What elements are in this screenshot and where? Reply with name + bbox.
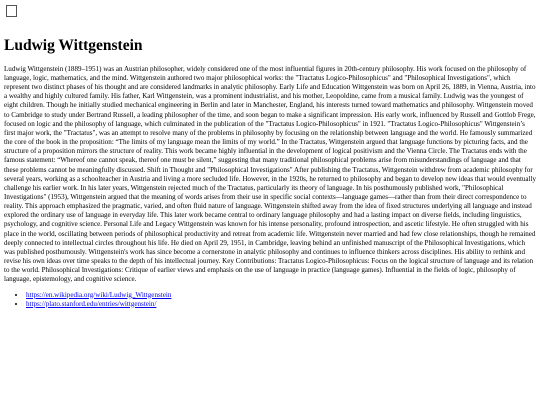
list-item: [26, 300, 536, 309]
list-item: [26, 291, 536, 300]
reference-links-list: [4, 291, 536, 309]
page-title: Ludwig Wittgenstein: [4, 37, 143, 54]
biography-paragraph: Ludwig Wittgenstein (1889–1951) was an Austrian philosopher, widely considered one of the most influential figures in 20th-century philosophy. His work focused on the philosophy of language, logic, mathematics, and the mind. Wittgenstein authored two major philosophical works: the "Tractatus Logico-Philosophicus" and "Philosophical Investigations", which represent two distinct phases of his thought and are considered landmarks in analytic philosophy. Early Life and Education Wittgenstein was born on April 26, 1889, in Vienna, Austria, into a wealthy and highly cultured family. His father, Karl Wittgenstein, was a prominent industrialist, and his mother, Leopoldine, came from a musical family. Ludwig was the youngest of eight children. Though he initially studied mechanical engineering in Berlin and later in Manchester, England, his interests turned toward mathematics and philosophy. Wittgenstein moved to Cambridge to study under Bertrand Russell, a leading philosopher of the time, and soon began to make a significant impression. His early work, influenced by Russell and Gottlob Frege, focused on logic and the philosophy of language, which culminated in the publication of the "Tractatus Logico-Philosophicus" in 1921. "Tractatus Logico-Philosophicus" Wittgenstein’s first major work, the "Tractatus", was an attempt to resolve many of the problems in philosophy by focusing on the relationship between language and the world. He famously summarized the core of the book in the proposition: “The limits of my language mean the limits of my world.” In the Tractatus, Wittgenstein argued that language functions by picturing facts, and the structure of a proposition mirrors the structure of reality. This work became highly influential in the development of logical positivism and the Vienna Circle. The Tractatus ends with the famous statement: “Whereof one cannot speak, thereof one must be silent,” suggesting that many traditional philosophical problems arise from misunderstandings of language and that these problems cannot be meaningfully discussed. Shift in Thought and "Philosophical Investigations" After publishing the Tractatus, Wittgenstein withdrew from academic philosophy for several years, working as a schoolteacher in Austria and living a more secluded life. However, in the 1920s, he returned to philosophy and began to develop new ideas that would eventually challenge his earlier work. In his later years, Wittgenstein rejected much of the Tractatus, particularly its theory of language. In his posthumously published work, "Philosophical Investigations" (1953), Wittgenstein argued that the meaning of words arises from their use in specific social contexts—language games—rather than from their direct correspondence to reality. This approach emphasized the pragmatic, varied, and often fluid nature of language. Wittgenstein shifted away from the idea of fixed structures underlying all language and instead explored the ordinary use of language in everyday life. This later work became central to ordinary language philosophy and had a lasting impact on diverse fields, including linguistics, psychology, and cognitive science. Personal Life and Legacy Wittgenstein was known for his intense personality, profound introspection, and ascetic lifestyle. He often struggled with his place in the world, oscillating between periods of philosophical productivity and retreat from academic life. Wittgenstein never married and had few close relationships, though he remained deeply connected to intellectual circles throughout his life. He died on April 29, 1951, in Cambridge, leaving behind an unfinished manuscript of the Philosophical Investigations, which was published posthumously. Wittgenstein's work has since become a cornerstone in analytic philosophy and continues to influence thinkers across disciplines. His ability to rethink and revise his own ideas over time speaks to the depth of his intellectual journey. Key Contributions: Tractatus Logico-Philosophicus: Focus on the logical structure of language and its relation to the world. Philosophical Investigations: Critique of earlier views and emphasis on the use of language in practice (language games). Influential in the fields of logic, philosophy of language, epistemology, and cognitive science.: [4, 64, 536, 284]
cut-off-content: [4, 398, 56, 401]
wikipedia-link[interactable]: https://en.wikipedia.org/wiki/Ludwig_Wittgenstein: [26, 290, 172, 299]
broken-image-icon: [6, 5, 17, 17]
stanford-encyclopedia-link[interactable]: https://plato.stanford.edu/entries/wittgenstein/: [26, 299, 157, 308]
